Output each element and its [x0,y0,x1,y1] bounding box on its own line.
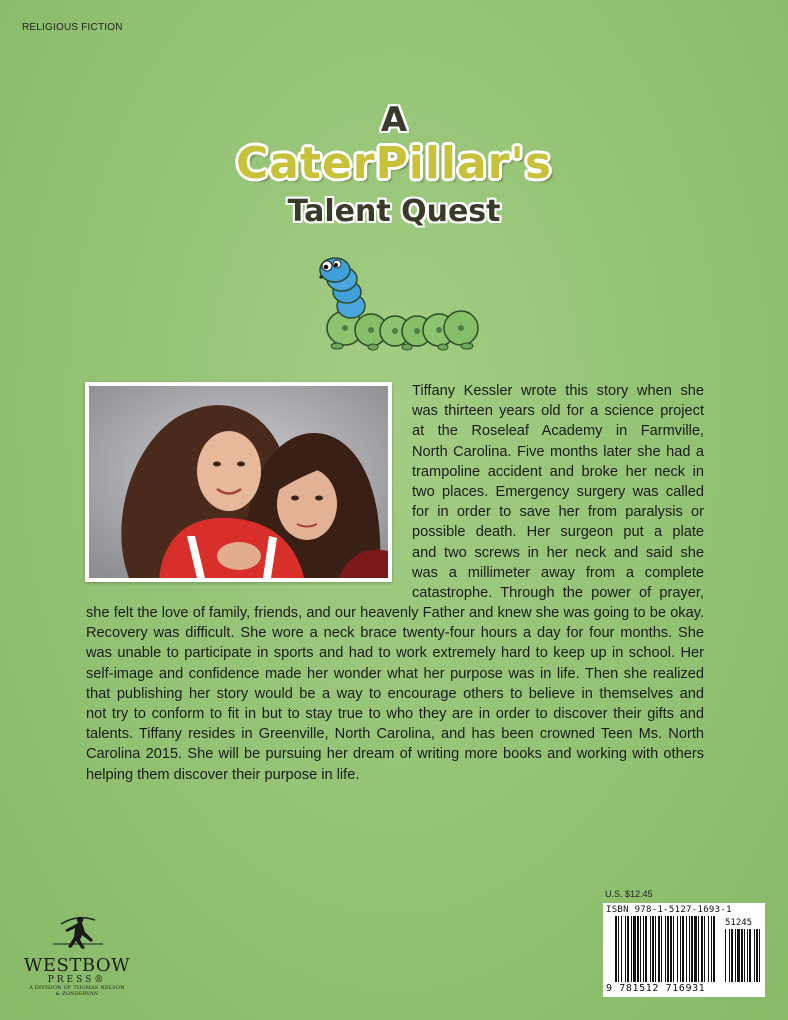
book-title: CaterPillar's [235,138,553,189]
barcode-bar [661,916,662,982]
publisher-name: WESTBOW [23,955,131,976]
barcode-bar [655,916,656,982]
addon-bar [737,929,740,982]
bio-line: helping them discover their purpose in life. [86,766,360,783]
bio-line: was a millimeter away from a complete [412,564,704,581]
barcode-bar [631,916,632,982]
bio-line: she felt the love of family, friends, and our heavenly Father and knew she was going to be okay. [86,605,704,621]
publisher-logo [22,914,132,997]
bio-line: North Carolina. Five months later she had a [412,443,704,460]
addon-bar [749,929,751,982]
addon-bar [741,929,743,982]
addon-bar [756,929,758,982]
addon-bar [754,929,755,982]
bio-line: not try to conform to fit in but to stay true to who they are in order to discover their gifts and [86,706,704,723]
addon-bar [735,929,736,982]
barcode-bar [665,916,666,982]
isbn-barcode [603,903,765,997]
bio-line: that publishing her story would be a way to encourage others to believe in themselves and [86,685,704,702]
barcode-bar [615,916,617,982]
bio-line: possible death. Her surgeon put a plate [412,524,704,541]
archer-icon [47,914,107,950]
barcode-bar [633,916,636,982]
barcode-bar [621,916,622,982]
title-article: A [380,100,408,140]
addon-bar [744,929,745,982]
bio-line: Tiffany Kessler wrote this story when she [412,383,704,399]
barcode-bar [643,916,644,982]
isbn-text: ISBN 978-1-5127-1693-1 [606,905,732,915]
addon-bar [729,929,730,982]
barcode-bar [650,916,651,982]
publisher-tagline: A DIVISION OF THOMAS NELSON [29,985,125,991]
author-photo-image [89,386,388,578]
barcode-bar [682,916,684,982]
bio-line: at the Roseleaf Academy in Farmville, [412,423,704,440]
barcode-bar [618,916,619,982]
barcode-bar [625,916,626,982]
barcode-bar [689,916,690,982]
barcode-bar [627,916,629,982]
barcode-bar [711,916,712,982]
bio-line: was unable to participate in sports and had to work extremely hard to keep up in school. Her [86,645,704,662]
bio-line: self-image and confidence made her wonder what her purpose was in life. Then she realized [86,665,704,682]
genre-label: RELIGIOUS FICTION [22,22,123,33]
barcode-bar [691,916,693,982]
barcode-bar [652,916,654,982]
barcode-bar [640,916,641,982]
bio-line: was thirteen years old for a science project [412,403,704,420]
barcode-bar [680,916,681,982]
barcode-bar [673,916,674,982]
barcode-bar [713,916,715,982]
publisher-tagline-2: & ZONDERVAN [55,991,99,997]
bio-line: trampoline accident and broke her neck in [412,463,704,480]
price-label: U.S. $12.45 [605,889,653,899]
addon-bar [747,929,748,982]
bio-line: two places. Emergency surgery was called [412,484,704,501]
book-subtitle: Talent Quest [287,194,501,229]
barcode-bar [658,916,660,982]
publisher-press: PRESS® [47,975,107,985]
author-photo [85,382,392,582]
addon-bar [725,929,726,982]
barcode-bar [694,916,697,982]
bio-line: Carolina 2015. She will be pursuing her dream of writing more books and working with others [86,746,704,763]
author-bio-full-width [86,603,704,785]
bio-line: for in order to save her from paralysis or [412,504,704,521]
barcode-bar [698,916,699,982]
bio-line: talents. Tiffany resides in Greenville, North Carolina, and has been crowned Teen Ms. North [86,726,704,743]
barcode-number: 9 781512 716931 [606,983,706,994]
bio-line: Recovery was difficult. She wore a neck brace twenty-four hours a day for four months. She [86,625,704,642]
barcode-bar [704,916,705,982]
barcode-bar [677,916,678,982]
barcode-bar [667,916,669,982]
bio-line: and two screws in her neck and said she [412,544,704,561]
barcode-bar [637,916,639,982]
price-addon-number: 51245 [725,918,753,928]
barcode-bar [708,916,709,982]
barcode-bar [645,916,647,982]
addon-bar [759,929,760,982]
addon-bar [731,929,733,982]
barcode-bar [670,916,672,982]
bio-line: catastrophe. Through the power of prayer, [412,585,704,602]
author-bio-wrapped [412,381,704,603]
caterpillar-illustration [315,252,480,352]
barcode-bar [686,916,687,982]
barcode-bar [701,916,703,982]
